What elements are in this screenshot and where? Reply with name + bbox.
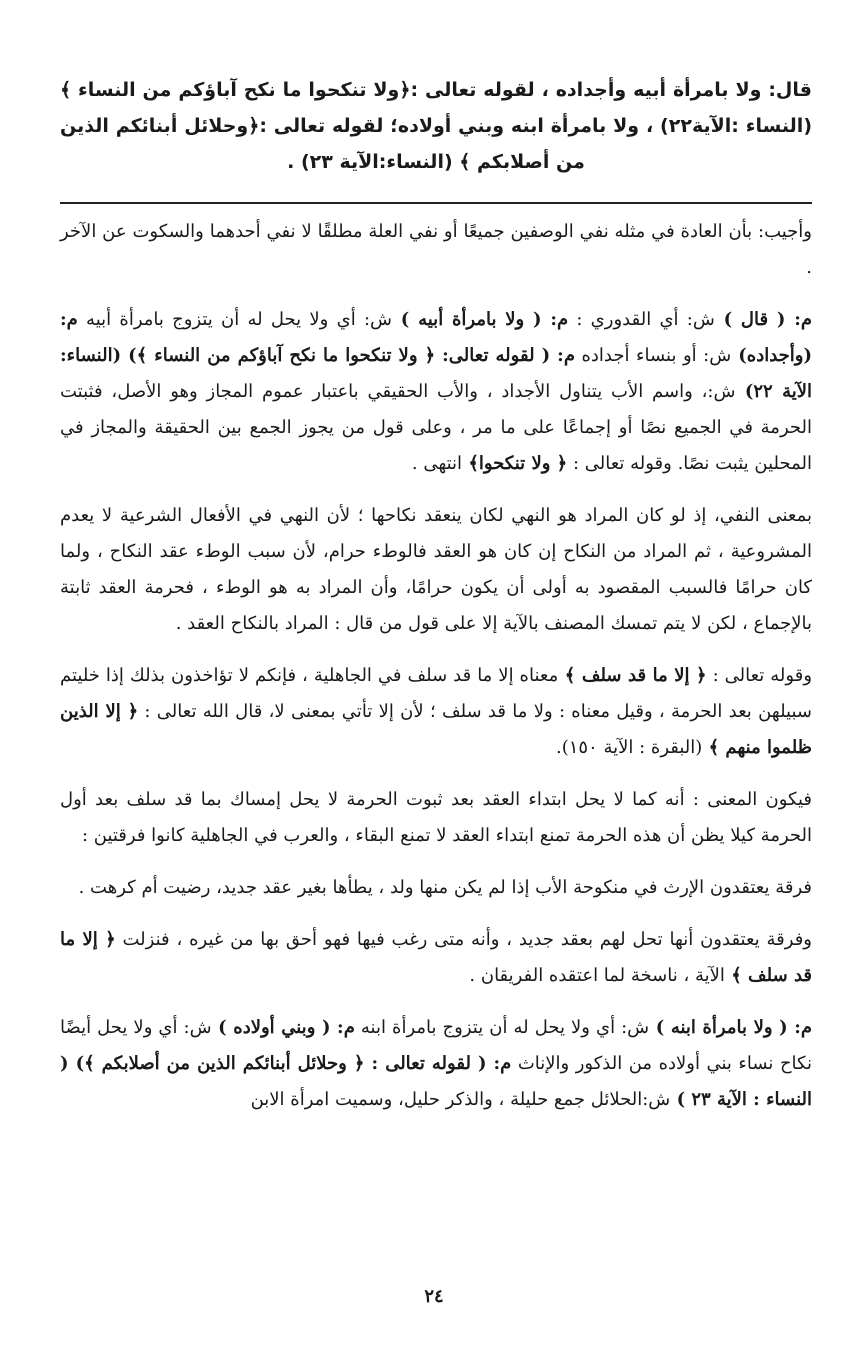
quoted-matn-segment: ﴿ إلا ما قد سلف ﴾	[558, 665, 707, 686]
commentary-segment: ش: أي ولا يحل له أن يتزوج بامرأة ابنه	[354, 1017, 650, 1038]
quoted-matn-segment: م: ( لقوله تعالى : ﴿ وحلائل أبنائكم الذين من أصلابكم ﴾) ( النساء : الآية ٢٣ )	[60, 1053, 812, 1110]
commentary-paragraph	[60, 922, 812, 994]
commentary-segment: ش:، واسم الأب يتناول الأجداد ، والأب الحقيقي باعتبار عموم المجاز وهو الأصل، فثبتت الحرمة في الجميع نصًا أو إجماعًا على ما مر ، وعلى قول من يجوز الجمع بين الحقيقة والمجاز في المحلين يثبت نصًا. وقوله تعالى :	[60, 381, 812, 474]
commentary-paragraph	[60, 214, 812, 286]
quoted-matn-segment: م: ( ولا بامرأة ابنه )	[649, 1017, 812, 1038]
commentary-segment: وقوله تعالى :	[706, 665, 813, 686]
quoted-matn-segment: ﴿ ولا تنكحوا﴾	[462, 453, 568, 474]
commentary-paragraph	[60, 1010, 812, 1118]
commentary-segment: ش: أي القدوري :	[568, 309, 715, 330]
separator-rule	[60, 202, 812, 204]
commentary-segment: ش: أي ولا يحل له أن يتزوج بامرأة أبيه	[77, 309, 392, 330]
commentary-segment: فرقة يعتقدون الإرث في منكوحة الأب إذا لم يكن منها ولد ، يطأها بغير عقد جديد، رضيت أم كرهت .	[78, 877, 812, 898]
commentary-segment: انتهى .	[411, 453, 463, 474]
commentary-segment: فيكون المعنى : أنه كما لا يحل ابتداء العقد بعد ثبوت الحرمة لا يحل إمساك بما قد سلف بعد أول الحرمة كيلا يظن أن هذه الحرمة تمنع ابتداء العقد لا تمنع البقاء ، والعرب في الجاهلية كانوا فرقتين :	[60, 789, 812, 846]
quoted-matn-segment: ﴿ إلا الذين ظلموا منهم ﴾	[60, 701, 812, 758]
page-body	[60, 72, 812, 1134]
quoted-matn-segment: م: ( قال )	[714, 309, 812, 330]
commentary-paragraph	[60, 498, 812, 642]
page-number: ٢٤	[424, 1286, 444, 1307]
commentary-segment: بمعنى النفي، إذ لو كان المراد هو النهي لكان ينعقد نكاحها ؛ لأن النهي في الأفعال الشرعية لا يعدم المشروعية ، ثم المراد من النكاح إن كان هو العقد فالوطء حرام، لأن سبب الوطء عقد النكاح ، ولما كان حرامًا فالسبب المقصود به أولى أن يكون حرامًا، وأن المراد به هو الوطء ، فحرمة العقد ثابتة بالإجماع ، لكن لا يتم تمسك المصنف بالآية إلا على قول من قال : المراد بالنكاح العقد .	[60, 505, 812, 634]
matn-text: قال: ولا بامرأة أبيه وأجداده ، لقوله تعالى :﴿ولا تنكحوا ما نكح آباؤكم من النساء ﴾ (النساء :الآية٢٢) ، ولا بامرأة ابنه وبني أولاده؛ لقوله تعالى :﴿وحلائل أبنائكم الذين من أصلابكم ﴾ (النساء:الآية ٢٣) .	[60, 79, 812, 173]
commentary-segment: معناه إلا ما قد سلف في الجاهلية ، فإنكم لا تؤاخذون بذلك إذا خليتم سبيلهن بعد الحرمة ، وقيل معناه : ولا ما قد سلف ؛ لأن إلا تأتي بمعنى لا، قال الله تعالى :	[60, 665, 812, 722]
commentary-segment: (البقرة : الآية ١٥٠).	[555, 737, 703, 758]
quoted-matn-segment: ﴿ إلا ما قد سلف ﴾	[60, 929, 812, 986]
quoted-matn-segment: م: ( ولا بامرأة أبيه )	[392, 309, 569, 330]
commentary-segment: وفرقة يعتقدون أنها تحل لهم بعقد جديد ، وأنه متى رغب فيها فهو أحق بها من غيره ، فنزلت	[115, 929, 812, 950]
commentary-segment: ش: أو بنساء أجداده	[574, 345, 732, 366]
commentary	[60, 214, 812, 1118]
commentary-segment: الآية ، ناسخة لما اعتقده الفريقان .	[469, 965, 725, 986]
quoted-matn-segment: م: ( وبني أولاده )	[211, 1017, 355, 1038]
commentary-segment: ش:الحلائل جمع حليلة ، والذكر حليل، وسميت امرأة الابن	[250, 1089, 671, 1110]
commentary-segment: وأجيب: بأن العادة في مثله نفي الوصفين جميعًا أو نفي العلة مطلقًا لا نفي أحدهما والسكوت عن الآخر .	[60, 221, 812, 278]
quoted-matn-segment: م: (وأجداده)	[60, 309, 813, 366]
commentary-paragraph	[60, 870, 812, 906]
commentary-segment: ش: أي ولا يحل أيضًا نكاح نساء بني أولاده من الذكور والإناث	[60, 1017, 812, 1074]
commentary-paragraph	[60, 658, 812, 766]
quoted-matn-segment: م: ( لقوله تعالى: ﴿ ولا تنكحوا ما نكح آباؤكم من النساء ﴾) (النساء: الآية ٢٢)	[60, 345, 812, 402]
commentary-paragraph	[60, 302, 812, 482]
commentary-paragraph	[60, 782, 812, 854]
